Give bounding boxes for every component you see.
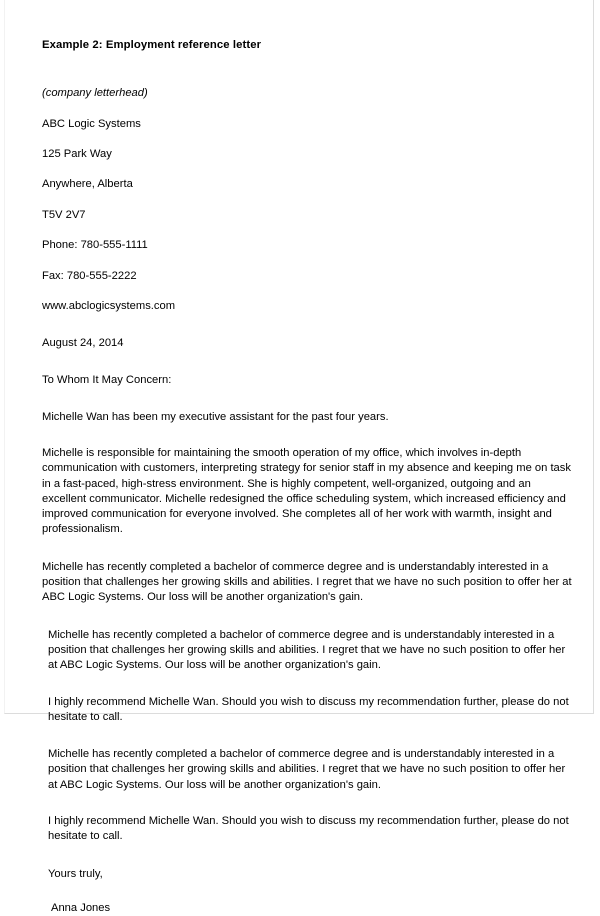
letterhead-note: (company letterhead) [42,87,148,100]
paragraph-degree-2: Michelle has recently completed a bachelor of commerce degree and is understandably interested in a position that challenges her growing skills and abilities. I regret that we have no such position to offer her at ABC Logic Systems. Our loss will be another organization's gain. [48,628,566,672]
paragraph-responsibilities: Michelle is responsible for maintaining the smooth operation of my office, which involves in-depth communication with customers, interpreting strategy for senior staff in my absence and keeping me on task in a fast-paced, high-stress environment. She is highly competent, well-organized, outgoing and an excellent communicator. Michelle redesigned the office scheduling system, which increased efficiency and improved communication for everyone involved. She completes all of her work with warmth, insight and professionalism. [42,446,571,536]
paragraph-recommend-1: I highly recommend Michelle Wan. Should you wish to discuss my recommendation further, please do not hesitate to call. [48,695,569,723]
paragraph-degree-1: Michelle has recently completed a bachelor of commerce degree and is understandably interested in a position that challenges her growing skills and abilities. I regret that we have no such position to offer her at ABC Logic Systems. Our loss will be another organization's gain. [42,560,572,604]
paragraph-intro: Michelle Wan has been my executive assistant for the past four years. [42,410,389,423]
paragraph-degree-3: Michelle has recently completed a bachelor of commerce degree and is understandably interested in a position that challenges her growing skills and abilities. I regret that we have no such position to offer her at ABC Logic Systems. Our loss will be another organization's gain. [48,748,566,791]
document-page [4,0,594,914]
letterhead-company: ABC Logic Systems [42,117,141,130]
letterhead-block [42,71,576,314]
letterhead-street: 125 Park Way [42,148,112,161]
letter-signature: Anna Jones [51,901,111,914]
letterhead-website: www.abclogicsystems.com [42,300,176,313]
letterhead-city: Anywhere, Alberta [42,178,133,191]
letter-date: August 24, 2014 [42,337,124,350]
letter-body [42,38,576,916]
letter-salutation: To Whom It May Concern: [42,374,172,387]
letterhead-phone: Phone: 780-555-1111 [42,239,148,252]
letterhead-fax: Fax: 780-555-2222 [42,269,137,282]
page-title: Example 2: Employment reference letter [42,39,262,51]
letter-closing: Yours truly, [48,867,103,880]
paragraph-recommend-2: I highly recommend Michelle Wan. Should you wish to discuss my recommendation further, please do not hesitate to call. [48,815,569,843]
letterhead-postal-code: T5V 2V7 [42,208,86,221]
